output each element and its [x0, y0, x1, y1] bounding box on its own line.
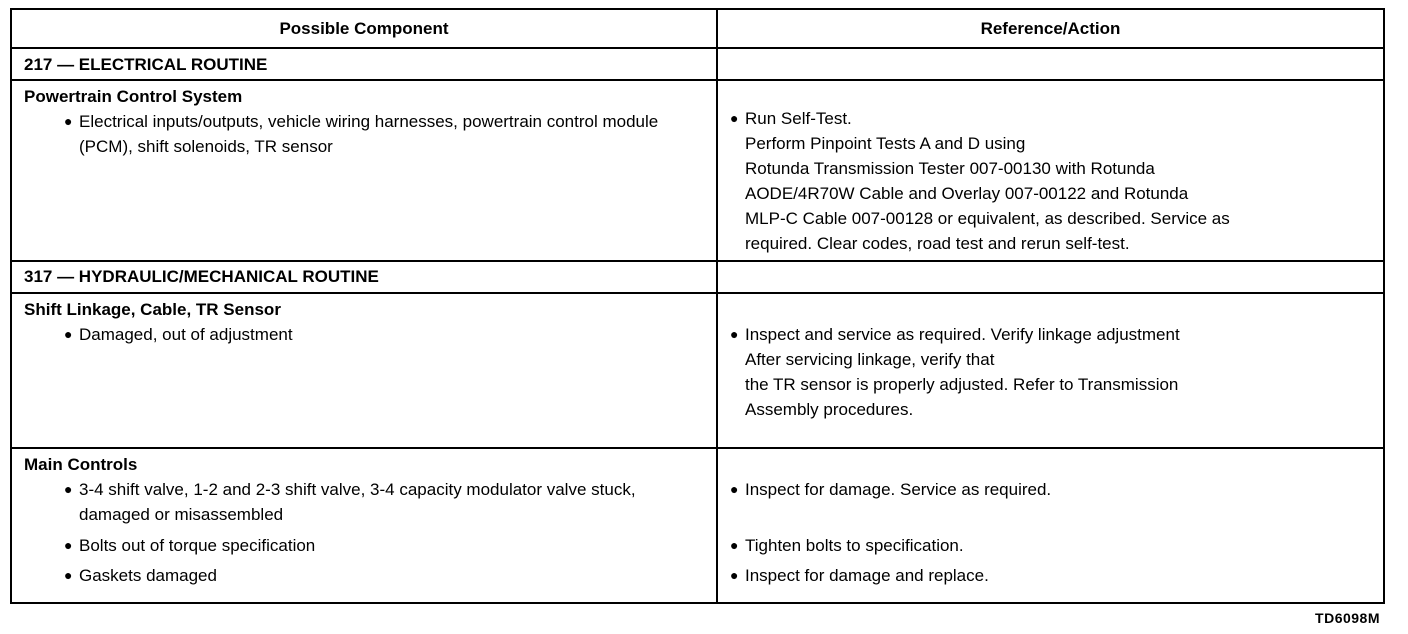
header-reference-action: Reference/Action	[717, 9, 1384, 48]
action-item: ● Tighten bolts to specification.	[718, 533, 1383, 558]
action-item: ● Inspect for damage. Service as required.	[718, 477, 1383, 502]
table-row	[11, 80, 1384, 260]
action-item: ● Run Self-Test. Perform Pinpoint Tests A and D using Rotunda Transmission Tester 007-00130 with Rotunda AODE/4R70W Cable and Overlay 007-00122 and Rotunda MLP-C Cable 007-00128 or equivalent, as described. Service as required. Clear codes, road test and rerun self-test.	[718, 106, 1383, 256]
bullet-icon: ●	[64, 481, 73, 498]
group-title: Main Controls	[24, 455, 138, 475]
section-title: 317 — HYDRAULIC/MECHANICAL ROUTINE	[11, 261, 717, 294]
action-cell	[717, 293, 1384, 448]
list-item: ● Electrical inputs/outputs, vehicle wiring harnesses, powertrain control module (PCM), shift solenoids, TR sensor	[12, 109, 716, 159]
list-item: ● Bolts out of torque specification	[12, 533, 716, 558]
bullet-icon: ●	[730, 567, 739, 584]
group-title: Shift Linkage, Cable, TR Sensor	[24, 300, 281, 320]
component-cell	[11, 293, 717, 448]
list-item: ● Gaskets damaged	[12, 563, 716, 588]
group-title: Powertrain Control System	[24, 87, 243, 107]
bullet-icon: ●	[730, 110, 739, 127]
section-empty-cell	[717, 261, 1384, 294]
bullet-icon: ●	[64, 113, 73, 130]
bullet-icon: ●	[64, 567, 73, 584]
table-row	[11, 448, 1384, 603]
action-cell	[717, 448, 1384, 603]
component-cell	[11, 80, 717, 260]
bullet-icon: ●	[730, 481, 739, 498]
bullet-icon: ●	[730, 326, 739, 343]
action-item: ● Inspect for damage and replace.	[718, 563, 1383, 588]
action-item: ● Inspect and service as required. Verify linkage adjustment After servicing linkage, verify that the TR sensor is properly adjusted. Refer to Transmission Assembly procedures.	[718, 322, 1383, 422]
section-empty-cell	[717, 48, 1384, 81]
bullet-icon: ●	[64, 326, 73, 343]
bullet-icon: ●	[64, 537, 73, 554]
header-possible-component: Possible Component	[11, 9, 717, 48]
list-item: ● Damaged, out of adjustment	[12, 322, 716, 347]
figure-code: TD6098M	[1315, 610, 1380, 626]
section-row-hydraulic	[11, 261, 1384, 294]
section-row-electrical	[11, 48, 1384, 81]
action-cell	[717, 80, 1384, 260]
section-title: 217 — ELECTRICAL ROUTINE	[11, 48, 717, 81]
table-row	[11, 293, 1384, 448]
header-row	[11, 9, 1384, 48]
component-cell	[11, 448, 717, 603]
list-item: ● 3-4 shift valve, 1-2 and 2-3 shift valve, 3-4 capacity modulator valve stuck, damaged or misassembled	[12, 477, 716, 527]
diagnosis-table	[10, 8, 1385, 604]
bullet-icon: ●	[730, 537, 739, 554]
